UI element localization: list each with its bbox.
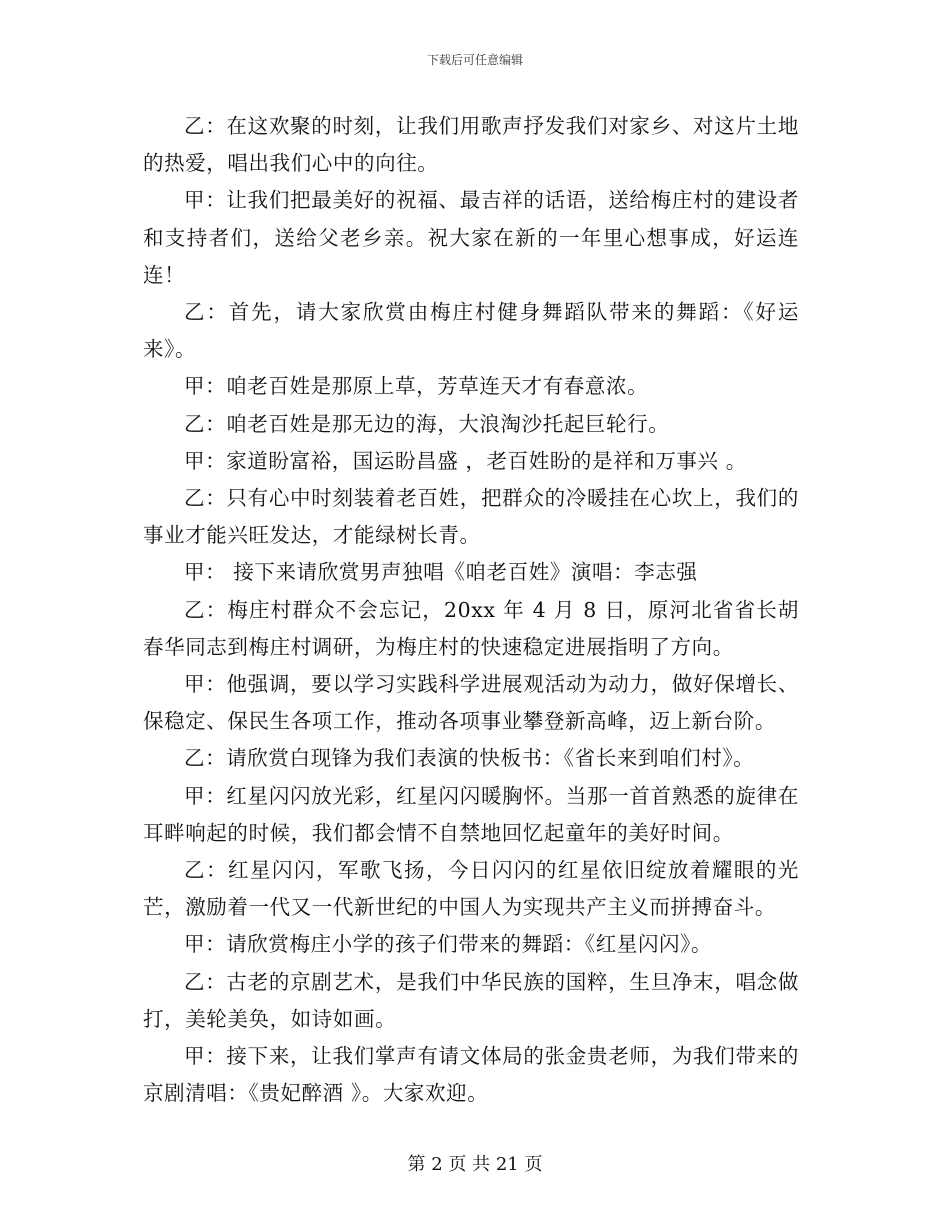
paragraph: 甲：家道盼富裕，国运盼昌盛 ，老百姓盼的是祥和万事兴 。 [184,448,747,473]
paragraph: 甲：红星闪闪放光彩，红星闪闪暖胸怀。当那一首首熟悉的旋律在耳畔响起的时候，我们都会情不自禁地回忆起童年的美好时间。 [143,783,799,845]
paragraph: 乙：红星闪闪，军歌飞扬，今日闪闪的红星依旧绽放着耀眼的光芒，激励着一代又一代新世纪的中国人为实现共产主义而拼搏奋斗。 [143,858,799,920]
paragraph: 乙：首先，请大家欣赏由梅庄村健身舞蹈队带来的舞蹈：《好运来》。 [143,300,799,362]
page-number-footer: 第 2 页 共 21 页 [407,1154,543,1175]
paragraph: 甲：他强调，要以学习实践科学进展观活动为动力，做好保增长、保稳定、保民生各项工作，推动各项事业攀登新高峰，迈上新台阶。 [143,672,799,734]
paragraph: 乙：梅庄村群众不会忘记，20xx 年 4 月 8 日，原河北省省长胡春华同志到梅庄村调研，为梅庄村的快速稳定进展指明了方向。 [143,597,799,659]
paragraph: 乙：在这欢聚的时刻，让我们用歌声抒发我们对家乡、对这片土地的热爱，唱出我们心中的向往。 [143,114,799,176]
paragraph: 甲：咱老百姓是那原上草，芳草连天才有春意浓。 [184,374,649,399]
document-body [143,108,799,1112]
paragraph: 乙：请欣赏白现锋为我们表演的快板书：《省长来到咱们村》。 [184,746,755,771]
paragraph: 甲：接下来，让我们掌声有请文体局的张金贵老师，为我们带来的京剧清唱：《贵妃醉酒 》。大家欢迎。 [143,1044,799,1106]
paragraph: 乙：咱老百姓是那无边的海，大浪淘沙托起巨轮行。 [184,411,670,436]
paragraph: 乙：古老的京剧艺术，是我们中华民族的国粹，生旦净末，唱念做打，美轮美奂，如诗如画。 [143,969,799,1031]
paragraph: 甲： 接下来请欣赏男声独唱《咱老百姓》演唱：李志强 [184,560,698,585]
paragraph: 乙：只有心中时刻装着老百姓，把群众的冷暖挂在心坎上，我们的事业才能兴旺发达，才能绿树长青。 [143,486,799,548]
page-header-note: 下载后可任意编辑 [426,53,523,67]
paragraph: 甲：让我们把最美好的祝福、最吉祥的话语，送给梅庄村的建设者和支持者们，送给父老乡亲。祝大家在新的一年里心想事成，好运连连！ [143,188,799,287]
paragraph: 甲：请欣赏梅庄小学的孩子们带来的舞蹈：《红星闪闪》。 [184,932,713,957]
